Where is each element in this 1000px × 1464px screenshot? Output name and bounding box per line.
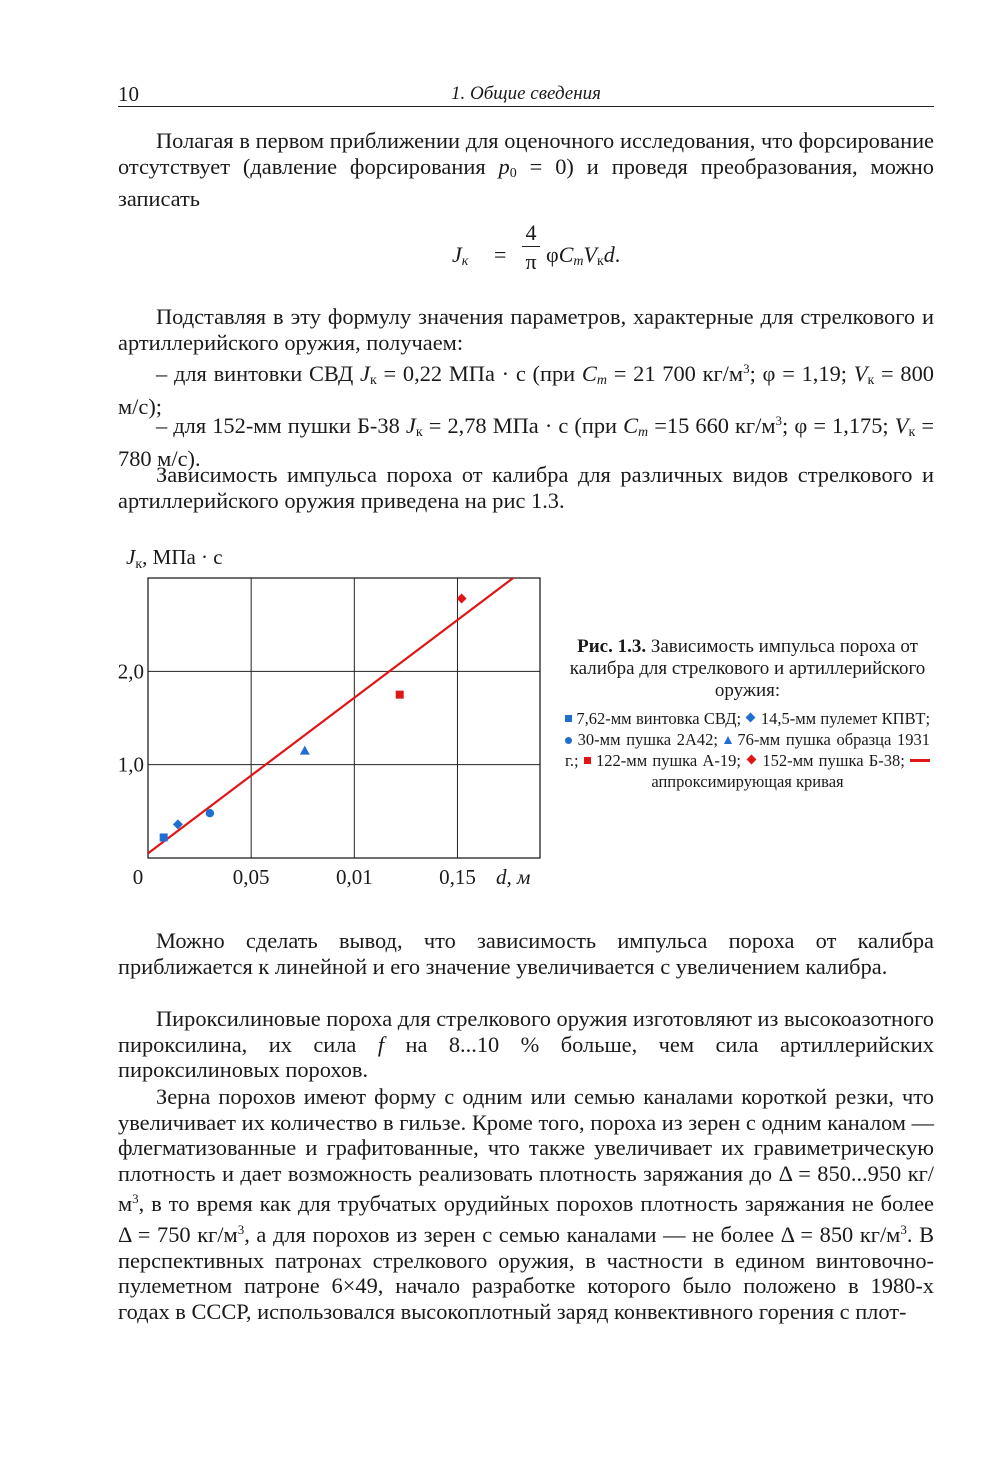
legend-kpvt: 14,5-мм пулемет КПВТ; (760, 709, 931, 728)
page-number: 10 (118, 82, 139, 106)
formula-impulse: $J_к$ = 4 π $\varphi C_mV_кd$. (452, 220, 621, 274)
scatter-chart (100, 540, 560, 900)
figure-caption (565, 636, 930, 792)
legend-diamond-red-icon (747, 755, 757, 765)
figure-chart (100, 540, 560, 900)
fit-line (148, 573, 519, 853)
x-tick-label: 0,15 (439, 865, 476, 889)
paragraph-svd: – для винтовки СВД $J_к = 0,22$ МПа · с (при $C_m = 21$ 700 $кг/м^3$; φ = 1,19; $V_к = 800$ м/с); (118, 361, 934, 419)
y-tick-label: 2,0 (117, 659, 144, 684)
paragraph-2: Подставляя в эту формулу значения параметров, характерные для стрелкового и артиллерийского оружия, получаем: (118, 304, 934, 355)
data-point (396, 691, 404, 699)
data-point (457, 594, 467, 604)
paragraph-3: Зависимость импульса пороха от калибра для различных видов стрелкового и артиллерийского оружия приведена на рис 1.3. (118, 462, 934, 513)
x-tick-label: 0,01 (335, 865, 373, 889)
legend-square-blue-icon (565, 715, 572, 722)
legend-2a42: 30-мм пушка 2А42; (577, 730, 719, 749)
figure-legend (565, 708, 930, 792)
paragraph-1: Полагая в первом приближении для оценочного исследования, что форсирование отсутствует (давление форсирования $p_0 = 0$) и проведя преобразования, можно записать (118, 128, 934, 212)
legend-line-red-icon (910, 759, 930, 762)
y-axis-label: Jк, МПа · с (126, 545, 223, 572)
data-point (300, 746, 310, 755)
legend-square-red-icon (584, 757, 591, 764)
paragraph-5: Пироксилиновые пороха для стрелкового оружия изготовляют из высокоазотного пироксилина, их сила f на 8...10 % больше, чем сила артиллерийских пироксилиновых порохов. (118, 1006, 934, 1083)
paragraph-4: Можно сделать вывод, что зависимость импульса пороха от калибра приближается к линейной и его значение увеличивается с увеличением калибра. (118, 928, 934, 979)
paragraph-6: Зерна порохов имеют форму с одним или семью каналами короткой резки, что увеличивает их количество в гильзе. Кроме того, пороха из зерен с одним каналом — флегматизованные и графитованные, что также увеличивает их гравиметрическую плотность и дает возможность реализовать плотность заряжания до Δ = 850...950 $кг/м^3$, в то время как для трубчатых орудийных порохов плотность заряжания не более Δ = 750 $кг/м^3$, а для порохов из зерен с семью каналами — не более Δ = 850 $кг/м^3$. В перспективных патронах стрелкового оружия, в частности в едином винтовочно-пулеметном патроне 6×49, начало разработке которого было положено в 1980-х годах в СССР, использовался высокоплотный заряд конвективного горения с плот- (118, 1084, 934, 1324)
legend-triangle-blue-icon (724, 736, 732, 744)
legend-curve: аппроксимирующая кривая (651, 772, 844, 791)
caption-text: Рис. 1.3. Зависимость импульса пороха от калибра для стрелкового и артиллерийского оружия: (569, 636, 926, 701)
chapter-title: 1. Общие сведения (451, 83, 601, 104)
legend-circle-blue-icon (565, 737, 572, 744)
legend-1931: 76-мм пушка образца 1931 г.; (565, 730, 931, 770)
legend-diamond-blue-icon (746, 713, 756, 723)
x-axis-label: d, м (496, 865, 531, 889)
x-tick-label: 0,05 (232, 865, 270, 889)
running-header (118, 80, 934, 107)
data-point (160, 833, 168, 841)
x-origin-label: 0 (132, 865, 144, 889)
legend-a19: 122-мм пушка А-19; (596, 751, 741, 770)
legend-b38: 152-мм пушка Б-38; (762, 751, 905, 770)
paragraph-b38: – для 152-мм пушки Б-38 $J_к = 2,78$ МПа · с (при $C_m =15$ 660 $кг/м^3$; φ = 1,175; $V_к = 780$ м/с). (118, 413, 934, 471)
y-tick-label: 1,0 (117, 752, 144, 777)
legend-svd: 7,62-мм винтовка СВД; (576, 709, 742, 728)
data-point (206, 809, 214, 817)
